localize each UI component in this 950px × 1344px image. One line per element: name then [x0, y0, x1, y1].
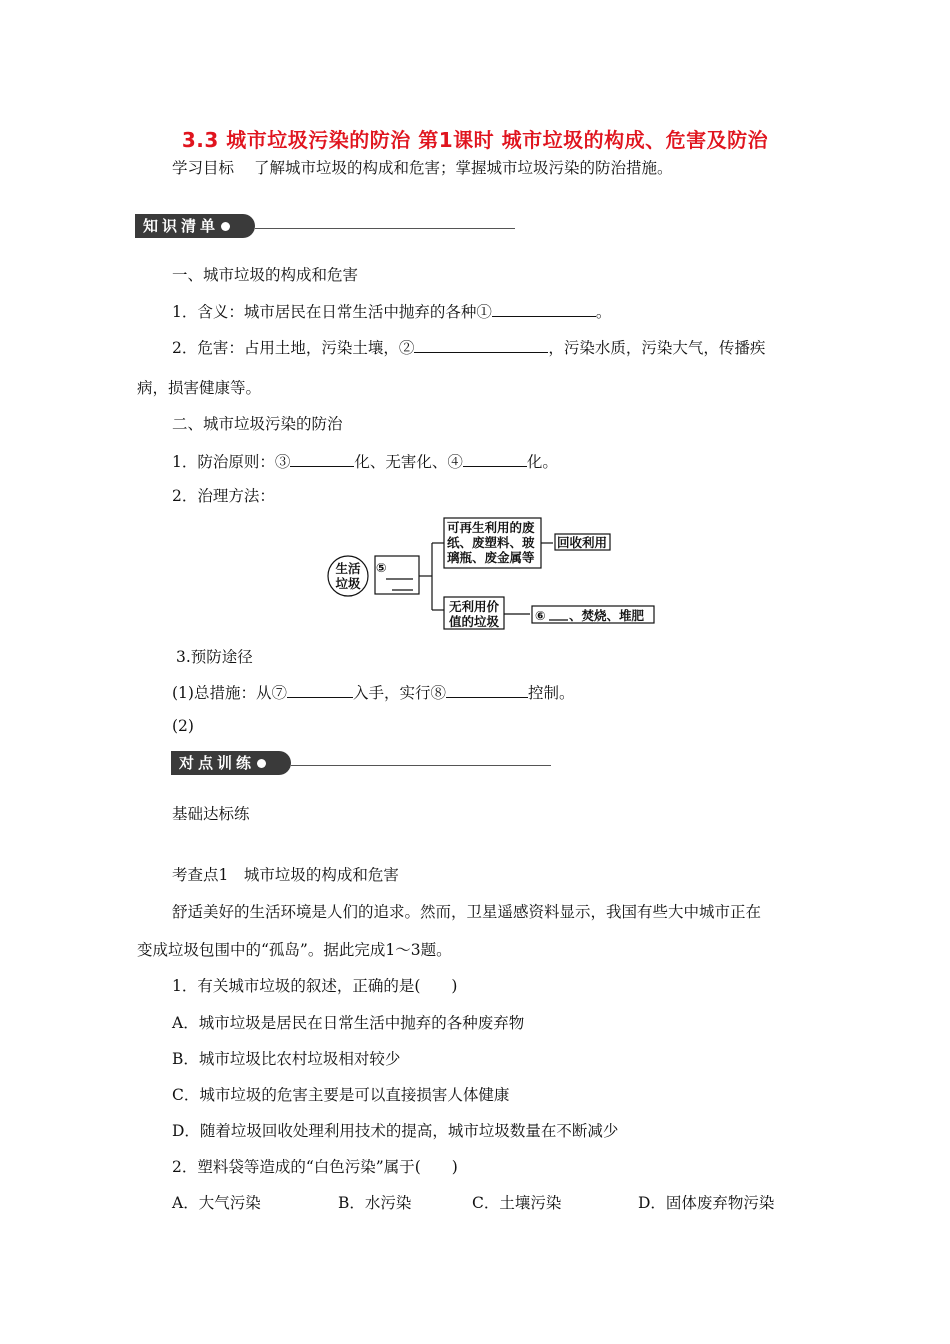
part1-item2-continued: 病，损害健康等。 — [137, 379, 262, 397]
section-divider — [291, 765, 551, 766]
answer-blank-2[interactable] — [414, 338, 548, 353]
question-1: 1．有关城市垃圾的叙述，正确的是( ) — [172, 977, 458, 995]
part2-heading: 二、城市垃圾污染的防治 — [172, 415, 343, 433]
practice-intro-line2: 变成垃圾包围中的“孤岛”。据此完成1～3题。 — [137, 941, 452, 959]
question-1-option-b[interactable]: B．城市垃圾比农村垃圾相对较少 — [172, 1050, 401, 1068]
question-2-option-a[interactable]: A．大气污染 — [172, 1194, 261, 1212]
diagram-circle-text: 生活 垃圾 — [335, 561, 361, 591]
learning-goal-text: 了解城市垃圾的构成和危害；掌握城市垃圾污染的防治措施。 — [254, 159, 673, 177]
diagram-recycle-text: 回收利用 — [557, 535, 608, 550]
bullet-dot-icon — [221, 222, 230, 231]
diagram-useless-text: 无利用价 值的垃圾 — [449, 599, 500, 629]
part1-heading: 一、城市垃圾的构成和危害 — [172, 266, 359, 284]
page-title: 3.3 城市垃圾污染的防治 第1课时 城市垃圾的构成、危害及防治 — [181, 128, 769, 152]
question-1-option-c[interactable]: C．城市垃圾的危害主要是可以直接损害人体健康 — [172, 1086, 510, 1104]
question-2-option-d[interactable]: D．固体废弃物污染 — [638, 1194, 775, 1212]
answer-blank-3[interactable] — [290, 452, 354, 467]
part2-item1: 1．防治原则：③ 化、无害化、④ 化。 — [172, 453, 558, 471]
learning-goal-label: 学习目标 — [172, 159, 235, 177]
diagram-box6-text: 、焚烧、堆肥 — [569, 608, 645, 623]
question-2: 2．塑料袋等造成的“白色污染”属于( ) — [172, 1158, 458, 1176]
part3-item1: (1)总措施：从⑦ 入手，实行⑧ 控制。 — [172, 684, 575, 702]
answer-blank-1[interactable] — [492, 302, 596, 317]
practice-intro-line1: 舒适美好的生活环境是人们的追求。然而，卫星遥感资料显示，我国有些大中城市正在 — [172, 903, 762, 921]
learning-goal — [172, 156, 673, 178]
practice-subtitle: 基础达标练 — [172, 805, 250, 823]
part3-item2: (2) — [172, 717, 194, 735]
section-header-knowledge: 知识清单 — [135, 214, 255, 238]
question-2-option-c[interactable]: C．土壤污染 — [472, 1194, 562, 1212]
part1-item2: 2．危害：占用土地，污染土壤，② ，污染水质，污染大气，传播疾 — [172, 339, 766, 357]
part1-item1: 1．含义：城市居民在日常生活中抛弃的各种① 。 — [172, 303, 612, 321]
section-divider — [255, 228, 515, 229]
answer-blank-7[interactable] — [287, 683, 353, 698]
answer-blank-4[interactable] — [463, 452, 527, 467]
section-header-practice: 对点训练 — [171, 751, 291, 775]
part3-heading: 3.预防途径 — [176, 648, 253, 666]
answer-blank-8[interactable] — [446, 683, 528, 698]
diagram-recyclable-text: 可再生利用的废 纸、废塑料、玻 璃瓶、废金属等 — [447, 520, 535, 565]
question-1-option-d[interactable]: D．随着垃圾回收处理利用技术的提高，城市垃圾数量在不断减少 — [172, 1122, 619, 1140]
question-2-option-b[interactable]: B．水污染 — [338, 1194, 412, 1212]
diagram-box6-mark: ⑥ — [535, 608, 546, 623]
bullet-dot-icon — [257, 759, 266, 768]
part2-item2: 2．治理方法： — [172, 487, 275, 505]
practice-point: 考查点1 城市垃圾的构成和危害 — [172, 866, 399, 884]
diagram-box5-mark: ⑤ — [376, 560, 387, 575]
question-1-option-a[interactable]: A．城市垃圾是居民在日常生活中抛弃的各种废弃物 — [172, 1014, 525, 1032]
